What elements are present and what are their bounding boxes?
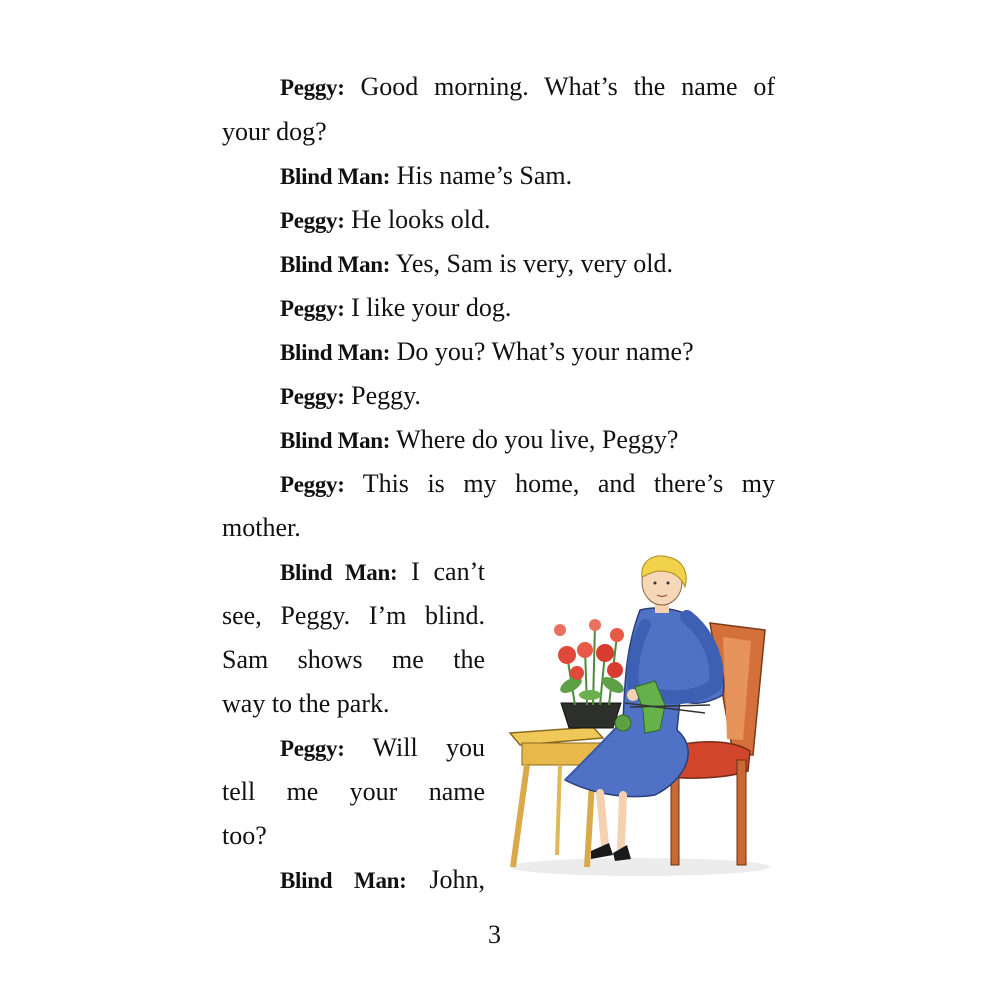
speaker-label: Peggy: [280,736,345,761]
dialogue-text: Yes, Sam is very, very old. [395,249,674,278]
dialogue-line [222,513,301,543]
speaker-label: Blind Man: [280,428,391,453]
dialogue-line [280,72,775,103]
knitting-woman-illustration [505,555,775,885]
dialogue-line [222,777,485,807]
speaker-label: Blind Man: [280,252,391,277]
dialogue-text: your dog? [222,117,327,146]
dialogue-line [280,249,673,280]
dialogue-line [222,821,267,851]
speaker-label: Blind Man: [280,340,391,365]
dialogue-line [280,381,421,412]
dialogue-line [222,117,327,147]
speaker-label: Peggy: [280,384,345,409]
speaker-label: Peggy: [280,472,345,497]
speaker-label: Peggy: [280,296,345,321]
dialogue-text: John, [429,865,485,894]
dialogue-text: Will you [372,733,486,762]
dialogue-text: way to the park. [222,689,390,718]
dialogue-line [222,689,390,719]
dialogue-line [280,337,694,368]
dialogue-line [280,733,485,764]
dialogue-text: too? [222,821,267,850]
dialogue-line [280,865,485,896]
speaker-label: Blind Man: [280,868,407,893]
dialogue-text: Do you? What’s your name? [396,337,694,366]
speaker-label: Blind Man: [280,560,398,585]
dialogue-text: Sam shows me the [222,645,485,674]
speaker-label: Peggy: [280,208,345,233]
dialogue-text: His name’s Sam. [396,161,573,190]
dialogue-text: This is my home, and there’s my [362,469,775,498]
dialogue-line [280,161,572,192]
dialogue-line [222,645,485,675]
dialogue-line [222,601,485,631]
page-number: 3 [488,920,501,949]
dialogue-text: Good morning. What’s the name of [360,72,775,101]
dialogue-line [280,469,775,500]
dialogue-text: mother. [222,513,301,542]
dialogue-text: I like your dog. [351,293,512,322]
dialogue-line [280,425,678,456]
speaker-label: Blind Man: [280,164,391,189]
dialogue-text: Peggy. [351,381,421,410]
dialogue-line [280,205,491,236]
dialogue-text: tell me your name [222,777,485,806]
dialogue-text: Where do you live, Peggy? [396,425,679,454]
dialogue-text: see, Peggy. I’m blind. [222,601,485,630]
speaker-label: Peggy: [280,75,345,100]
dialogue-line [280,293,511,324]
dialogue-text: I can’t [411,557,485,586]
dialogue-text: He looks old. [351,205,491,234]
dialogue-line [280,557,485,588]
